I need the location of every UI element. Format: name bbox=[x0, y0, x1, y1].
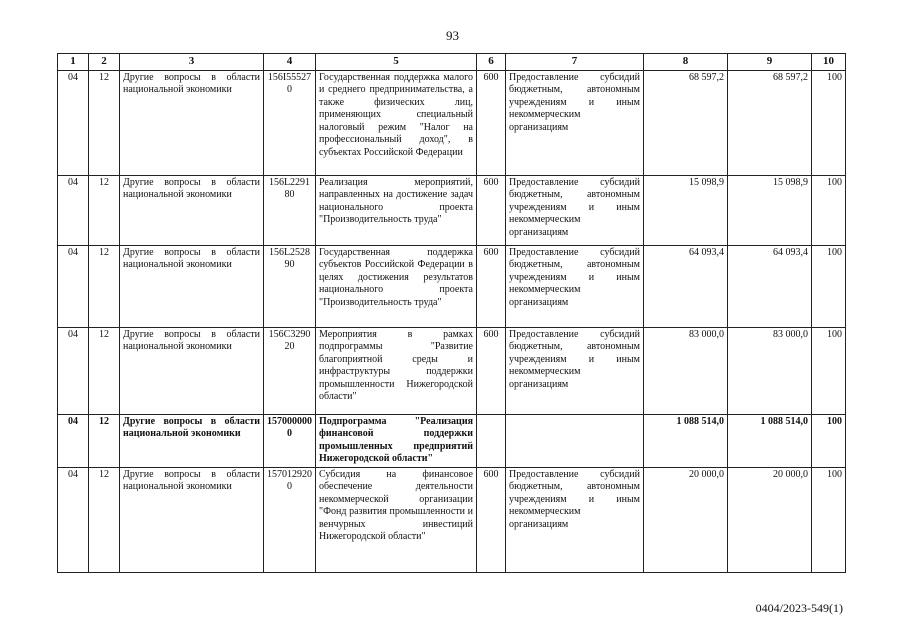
expense-type-name-cell: Предоставление субсидий бюджетным, автономным учреждениям и иным некоммерческим организациям bbox=[506, 467, 644, 572]
executed-amount-cell: 20 000,0 bbox=[728, 467, 812, 572]
col-header-3: 3 bbox=[120, 54, 264, 71]
article-name-cell: Подпрограмма "Реализация финансовой поддержки промышленных предприятий Нижегородской области" bbox=[316, 414, 477, 467]
subsection-code-cell: 12 bbox=[89, 175, 120, 245]
subsection-code-cell: 12 bbox=[89, 414, 120, 467]
expense-type-name-cell: Предоставление субсидий бюджетным, автономным учреждениям и иным некоммерческим организациям bbox=[506, 70, 644, 175]
executed-amount-cell: 68 597,2 bbox=[728, 70, 812, 175]
col-header-8: 8 bbox=[644, 54, 728, 71]
table-row bbox=[58, 175, 846, 245]
expense-type-code-cell bbox=[477, 414, 506, 467]
execution-percent-cell: 100 bbox=[812, 70, 846, 175]
section-code-cell: 04 bbox=[58, 327, 89, 414]
subsection-code-cell: 12 bbox=[89, 327, 120, 414]
section-name-cell: Другие вопросы в области национальной экономики bbox=[120, 414, 264, 467]
execution-percent-cell: 100 bbox=[812, 245, 846, 327]
executed-amount-cell: 15 098,9 bbox=[728, 175, 812, 245]
col-header-5: 5 bbox=[316, 54, 477, 71]
expense-type-code-cell: 600 bbox=[477, 70, 506, 175]
section-name-cell: Другие вопросы в области национальной экономики bbox=[120, 245, 264, 327]
section-name-cell: Другие вопросы в области национальной экономики bbox=[120, 467, 264, 572]
col-header-10: 10 bbox=[812, 54, 846, 71]
col-header-4: 4 bbox=[264, 54, 316, 71]
target-article-cell: 156I555270 bbox=[264, 70, 316, 175]
execution-percent-cell: 100 bbox=[812, 327, 846, 414]
budget-table bbox=[57, 53, 846, 573]
page-number: 93 bbox=[446, 28, 459, 43]
article-name-cell: Государственная поддержка малого и среднего предпринимательства, а также физических лиц, применяющих специальный налоговый режим "Налог на профессиональный доход", в субъектах Российской Федерации bbox=[316, 70, 477, 175]
section-name-cell: Другие вопросы в области национальной экономики bbox=[120, 175, 264, 245]
executed-amount-cell: 1 088 514,0 bbox=[728, 414, 812, 467]
expense-type-name-cell: Предоставление субсидий бюджетным, автономным учреждениям и иным некоммерческим организациям bbox=[506, 245, 644, 327]
executed-amount-cell: 83 000,0 bbox=[728, 327, 812, 414]
execution-percent-cell: 100 bbox=[812, 414, 846, 467]
planned-amount-cell: 64 093,4 bbox=[644, 245, 728, 327]
table-row bbox=[58, 327, 846, 414]
col-header-2: 2 bbox=[89, 54, 120, 71]
planned-amount-cell: 83 000,0 bbox=[644, 327, 728, 414]
article-name-cell: Реализация мероприятий, направленных на достижение задач национального проекта "Производительность труда" bbox=[316, 175, 477, 245]
expense-type-code-cell: 600 bbox=[477, 245, 506, 327]
target-article-cell: 156L252890 bbox=[264, 245, 316, 327]
section-name-cell: Другие вопросы в области национальной экономики bbox=[120, 70, 264, 175]
executed-amount-cell: 64 093,4 bbox=[728, 245, 812, 327]
target-article-cell: 156L229180 bbox=[264, 175, 316, 245]
table-row bbox=[58, 414, 846, 467]
section-code-cell: 04 bbox=[58, 70, 89, 175]
article-name-cell: Субсидия на финансовое обеспечение деятельности некоммерческой организации "Фонд развития промышленности и венчурных инвестиций Нижегородской области" bbox=[316, 467, 477, 572]
planned-amount-cell: 20 000,0 bbox=[644, 467, 728, 572]
planned-amount-cell: 15 098,9 bbox=[644, 175, 728, 245]
planned-amount-cell: 68 597,2 bbox=[644, 70, 728, 175]
section-code-cell: 04 bbox=[58, 175, 89, 245]
col-header-6: 6 bbox=[477, 54, 506, 71]
planned-amount-cell: 1 088 514,0 bbox=[644, 414, 728, 467]
table-row bbox=[58, 467, 846, 572]
table-row bbox=[58, 70, 846, 175]
article-name-cell: Мероприятия в рамках подпрограммы "Развитие благоприятной среды и инфраструктуры поддержки промышленности Нижегородской области" bbox=[316, 327, 477, 414]
col-header-1: 1 bbox=[58, 54, 89, 71]
target-article-cell: 1570129200 bbox=[264, 467, 316, 572]
col-header-7: 7 bbox=[506, 54, 644, 71]
expense-type-code-cell: 600 bbox=[477, 327, 506, 414]
col-header-9: 9 bbox=[728, 54, 812, 71]
header-row bbox=[58, 54, 846, 71]
expense-type-code-cell: 600 bbox=[477, 175, 506, 245]
section-code-cell: 04 bbox=[58, 245, 89, 327]
target-article-cell: 156C329020 bbox=[264, 327, 316, 414]
section-code-cell: 04 bbox=[58, 414, 89, 467]
execution-percent-cell: 100 bbox=[812, 175, 846, 245]
section-code-cell: 04 bbox=[58, 467, 89, 572]
subsection-code-cell: 12 bbox=[89, 70, 120, 175]
target-article-cell: 1570000000 bbox=[264, 414, 316, 467]
table-row bbox=[58, 245, 846, 327]
document-code: 0404/2023-549(1) bbox=[755, 601, 843, 615]
section-name-cell: Другие вопросы в области национальной экономики bbox=[120, 327, 264, 414]
expense-type-name-cell bbox=[506, 414, 644, 467]
subsection-code-cell: 12 bbox=[89, 467, 120, 572]
expense-type-name-cell: Предоставление субсидий бюджетным, автономным учреждениям и иным некоммерческим организациям bbox=[506, 175, 644, 245]
article-name-cell: Государственная поддержка субъектов Российской Федерации в целях достижения результатов национального проекта "Производительность труда" bbox=[316, 245, 477, 327]
expense-type-code-cell: 600 bbox=[477, 467, 506, 572]
expense-type-name-cell: Предоставление субсидий бюджетным, автономным учреждениям и иным некоммерческим организациям bbox=[506, 327, 644, 414]
subsection-code-cell: 12 bbox=[89, 245, 120, 327]
execution-percent-cell: 100 bbox=[812, 467, 846, 572]
